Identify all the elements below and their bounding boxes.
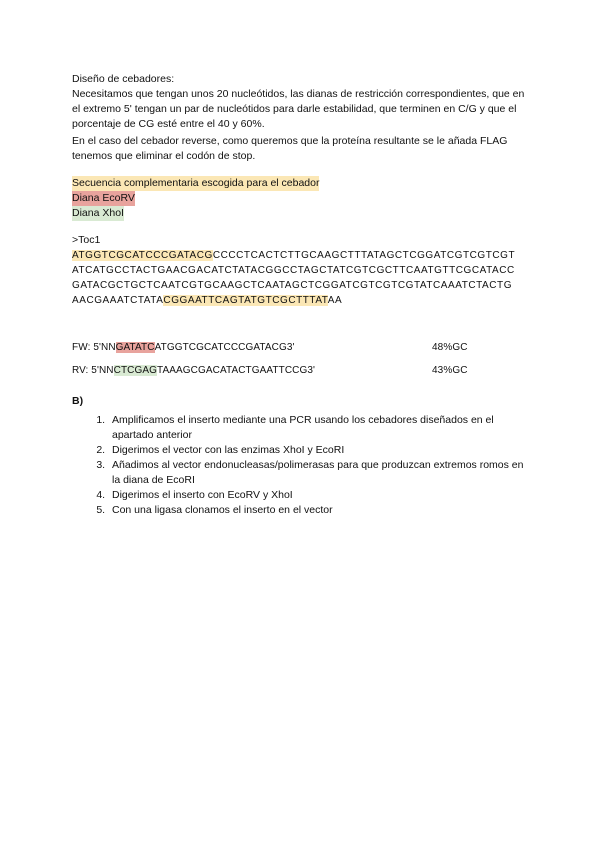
sequence-text: AA [327, 295, 343, 306]
sequence-line-3: GATACGCTGCTCAATCGTGCAAGCTCAATAGCTCGGATCGTCGTCGTATCAAATCTACTG [72, 280, 513, 291]
fw-ecorv-site: GATATC [115, 342, 155, 353]
sequence-text: CCCCTCACTCTTGCAAGCTTTATAGCTCGGATCGTCGTCGT [212, 250, 516, 261]
legend-xhoi-site: Diana XhoI [72, 207, 124, 219]
reverse-primer [72, 363, 532, 378]
sequence-line-4 [72, 293, 532, 308]
fw-sequence: ATGGTCGCATCCCGATACG3' [154, 342, 295, 353]
rv-sequence: TAAAGCGACATACTGAATTCCG3' [157, 365, 316, 376]
cloning-steps-list [72, 413, 532, 518]
sequence-text: AACGAAATCTATA [72, 295, 164, 306]
legend-primer-sequence: Secuencia complementaria escogida para el cebador [72, 177, 320, 189]
fw-gc-content: 48%GC [432, 342, 468, 353]
reverse-primer-region: CGGAATTCAGTATGTCGCTTTAT [163, 295, 328, 306]
list-item: 5. Con una ligasa clonamos el inserto en el vector [108, 503, 532, 518]
forward-primer [72, 340, 532, 355]
color-legend [72, 176, 532, 221]
dna-sequence [72, 248, 532, 308]
design-requirements: Necesitamos que tengan unos 20 nucleótidos, las dianas de restricción correspondientes, que en el extremo 5' tengan un par de nucleótidos para darle estabilidad, que terminen en C/G y que el porcentaje de CG esté entre el 40 y 60%. [72, 88, 525, 130]
legend-ecorv-site: Diana EcoRV [72, 192, 135, 204]
list-item: 4. Digerimos el inserto con EcoRV y XhoI [108, 488, 532, 503]
forward-primer-region: ATGGTCGCATCCCGATACG [72, 250, 213, 261]
rv-prefix: RV: 5'NN [72, 365, 114, 376]
section-b-heading: B) [72, 395, 84, 407]
sequence-block [72, 233, 532, 308]
fw-prefix: FW: 5'NN [72, 342, 116, 353]
list-item: 1. Amplificamos el inserto mediante una PCR usando los cebadores diseñados en el apartado anterior [108, 413, 532, 443]
design-title: Diseño de cebadores: [72, 73, 175, 85]
reverse-primer-note: En el caso del cebador reverse, como queremos que la proteína resultante se le añada FLAG tenemos que eliminar el codón de stop. [72, 135, 508, 162]
list-item: 3. Añadimos al vector endonucleasas/polimerasas para que produzcan extremos romos en la diana de EcoRI [108, 458, 532, 488]
sequence-header: >Toc1 [72, 234, 101, 246]
list-item: 2. Digerimos el vector con las enzimas XhoI y EcoRI [108, 443, 532, 458]
rv-gc-content: 43%GC [432, 365, 468, 376]
document-page [72, 72, 532, 518]
rv-xhoi-site: CTCGAG [113, 365, 158, 376]
sequence-line-2: ATCATGCCTACTGAACGACATCTATACGGCCTAGCTATCGTCGCTTCAATGTTCGCATACC [72, 265, 515, 276]
sequence-line-1 [72, 248, 532, 263]
